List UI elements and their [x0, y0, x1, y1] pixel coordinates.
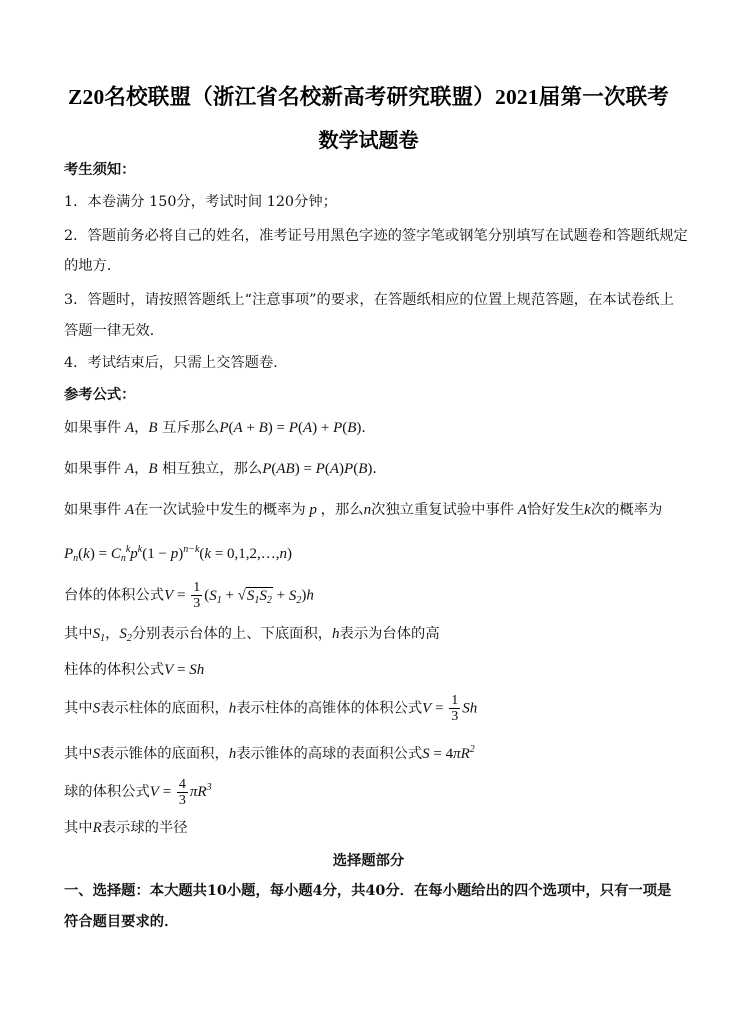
formula-prism-volume: 柱体的体积公式V = Sh [64, 662, 205, 678]
prism-description: 其中S表示柱体的底面积，h表示柱体的高锥体的体积公式V = $\frac{1}{3}$ Sh [64, 693, 478, 724]
notice-item-1: 1．本卷满分 150分，考试时间 120分钟； [64, 194, 337, 210]
cone-description: 其中S表示锥体的底面积，h表示锥体的高球的表面积公式$S = 4\pi R^2$ [64, 744, 475, 762]
notice-heading: 考生须知： [64, 162, 136, 178]
formula-independent: 如果事件 A，B 相互独立，那么P(AB) = P(A)P(B)． [64, 461, 387, 477]
exam-subtitle: 数学试题卷 [318, 130, 419, 152]
sphere-description: 其中R表示球的半径 [64, 820, 188, 836]
notice-item-2: 2．答题前务必将自己的姓名，准考证号用黑色字迹的签字笔或钢笔分别填写在试题卷和答题纸规定 [64, 228, 688, 244]
formula-frustum-volume: 台体的体积公式V = $\frac{1}{3}$ $(S_1 + √S_1S_2 + S_2)h$ [64, 580, 314, 611]
section-title: 选择题部分 [332, 853, 405, 869]
section-instruction-2: 符合题目要求的． [64, 914, 179, 930]
formula-binomial-desc: 如果事件 A在一次试验中发生的概率为 p ，那么n次独立重复试验中事件 A恰好发生k次的概率为 [64, 502, 663, 518]
frustum-description: 其中$S_1$，$S_2$分别表示台体的上、下底面积，h表示为台体的高 [64, 626, 440, 644]
formulas-heading: 参考公式： [64, 387, 136, 403]
notice-item-3-cont: 答题一律无效． [64, 323, 165, 339]
exam-title: Z20名校联盟（浙江省名校新高考研究联盟）2021届第一次联考 [67, 85, 670, 109]
formula-mutually-exclusive: 如果事件 A，B 互斥那么P(A + B) = P(A) + P(B)． [64, 420, 376, 436]
formula-binomial: $P_n(k) = C_n^kp^k(1 - p)^{n-k}(k$ = 0,1,2,…,n) [64, 544, 293, 564]
formula-sphere-volume: 球的体积公式V = $\frac{4}{3}$ $\pi R^3$ [64, 776, 212, 808]
notice-item-2-cont: 的地方． [64, 258, 122, 274]
section-instruction-1: 一、选择题：本大题共10小题，每小题4分，共40分．在每小题给出的四个选项中，只有一项是 [64, 883, 672, 899]
notice-item-3: 3．答题时，请按照答题纸上“注意事项”的要求，在答题纸相应的位置上规范答题，在本试卷纸上 [64, 292, 674, 308]
notice-item-4: 4．考试结束后，只需上交答题卷． [64, 355, 288, 371]
